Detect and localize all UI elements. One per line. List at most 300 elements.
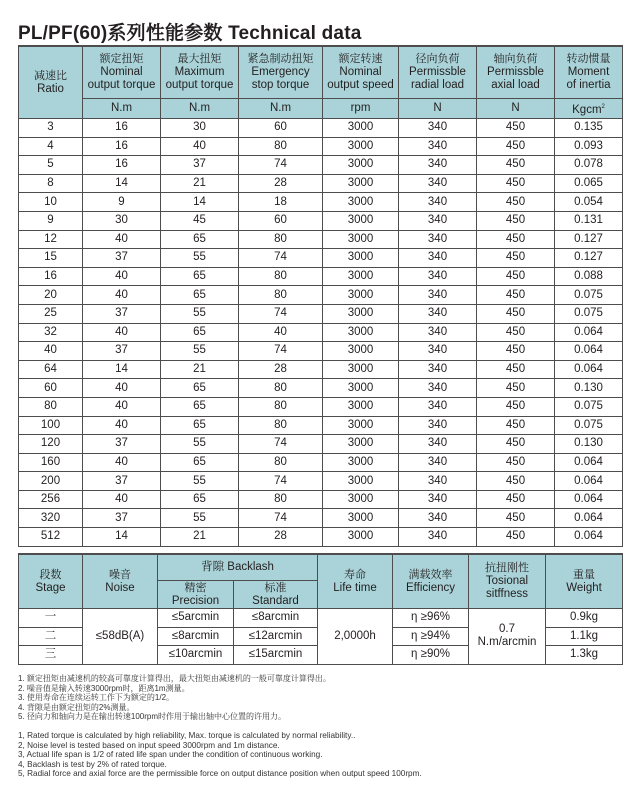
ratio-cell: 32 <box>19 323 83 342</box>
table-row <box>19 174 623 193</box>
header-en: Efficiency <box>406 581 456 594</box>
axial-load-cell: 450 <box>477 360 555 379</box>
emergency-torque-cell: 60 <box>239 119 323 138</box>
max-torque-cell: 40 <box>161 137 239 156</box>
ratio-cell: 16 <box>19 267 83 286</box>
inertia-cell: 0.064 <box>555 472 623 491</box>
table-row <box>19 509 623 528</box>
speed-cell: 3000 <box>323 453 399 472</box>
header-en: Maximum <box>174 66 225 78</box>
inertia-cell: 0.065 <box>555 174 623 193</box>
radial-load-cell: 340 <box>399 286 477 305</box>
header-efficiency <box>393 554 469 609</box>
axial-load-cell: 450 <box>477 230 555 249</box>
table-row <box>19 156 623 175</box>
inertia-cell: 0.078 <box>555 156 623 175</box>
speed-cell: 3000 <box>323 416 399 435</box>
note-line: 1, Rated torque is calculated by high reliability, Max. torque is calculated by normal reliability.. <box>18 731 356 740</box>
speed-cell: 3000 <box>323 323 399 342</box>
stiffness-value: 0.7 <box>499 623 516 636</box>
header-en: Life time <box>333 581 377 594</box>
header-stage <box>19 554 83 609</box>
nominal-torque-cell: 37 <box>83 509 161 528</box>
stage-cell: 一 <box>19 609 83 628</box>
nominal-torque-cell: 40 <box>83 453 161 472</box>
speed-cell: 3000 <box>323 267 399 286</box>
radial-load-cell: 340 <box>399 119 477 138</box>
header-en: Weight <box>566 581 602 594</box>
ratio-cell: 200 <box>19 472 83 491</box>
nominal-torque-cell: 37 <box>83 342 161 361</box>
speed-cell: 3000 <box>323 528 399 547</box>
radial-load-cell: 340 <box>399 490 477 509</box>
ratio-cell: 120 <box>19 435 83 454</box>
axial-load-cell: 450 <box>477 453 555 472</box>
nominal-torque-cell: 16 <box>83 137 161 156</box>
max-torque-cell: 65 <box>161 323 239 342</box>
table-row <box>19 397 623 416</box>
header-row <box>19 46 623 99</box>
header-cn: 额定扭矩 <box>99 53 144 65</box>
speed-cell: 3000 <box>323 472 399 491</box>
unit-text: Kgcm <box>572 103 602 116</box>
max-torque-cell: 55 <box>161 472 239 491</box>
ratio-cell: 100 <box>19 416 83 435</box>
radial-load-cell: 340 <box>399 137 477 156</box>
technical-data-table <box>18 45 623 547</box>
emergency-torque-cell: 74 <box>239 249 323 268</box>
emergency-torque-cell: 28 <box>239 528 323 547</box>
ratio-cell: 60 <box>19 379 83 398</box>
ratio-cell: 40 <box>19 342 83 361</box>
speed-cell: 3000 <box>323 435 399 454</box>
header-en: Noise <box>105 581 135 594</box>
standard-cell: ≤12arcmin <box>234 627 318 646</box>
inertia-cell: 0.088 <box>555 267 623 286</box>
header-backlash: 背隙 Backlash <box>158 554 318 581</box>
axial-load-cell: 450 <box>477 249 555 268</box>
standard-cell: ≤15arcmin <box>234 646 318 665</box>
radial-load-cell: 340 <box>399 472 477 491</box>
table-row <box>19 342 623 361</box>
ratio-cell: 25 <box>19 304 83 323</box>
unit-cell: N <box>477 99 555 119</box>
radial-load-cell: 340 <box>399 416 477 435</box>
nominal-torque-cell: 40 <box>83 379 161 398</box>
max-torque-cell: 55 <box>161 509 239 528</box>
speed-cell: 3000 <box>323 174 399 193</box>
emergency-torque-cell: 80 <box>239 379 323 398</box>
emergency-torque-cell: 40 <box>239 323 323 342</box>
radial-load-cell: 340 <box>399 249 477 268</box>
header-en: Emergency <box>251 66 310 78</box>
header-cn: 径向负荷 <box>415 53 460 65</box>
emergency-torque-cell: 74 <box>239 435 323 454</box>
nominal-torque-cell: 40 <box>83 397 161 416</box>
header-precision <box>158 581 234 609</box>
nominal-torque-cell: 30 <box>83 211 161 230</box>
max-torque-cell: 65 <box>161 230 239 249</box>
emergency-torque-cell: 80 <box>239 397 323 416</box>
stage-cell: 二 <box>19 627 83 646</box>
speed-cell: 3000 <box>323 193 399 212</box>
header-en: Permissble <box>487 66 544 78</box>
nominal-torque-cell: 37 <box>83 472 161 491</box>
axial-load-cell: 450 <box>477 304 555 323</box>
header-cn: 满载效率 <box>408 568 453 581</box>
header-radial-load <box>399 46 477 99</box>
table-row <box>19 453 623 472</box>
header-cn: 段数 <box>39 568 62 581</box>
nominal-torque-cell: 37 <box>83 249 161 268</box>
max-torque-cell: 65 <box>161 397 239 416</box>
radial-load-cell: 340 <box>399 397 477 416</box>
speed-cell: 3000 <box>323 360 399 379</box>
inertia-cell: 0.093 <box>555 137 623 156</box>
max-torque-cell: 30 <box>161 119 239 138</box>
axial-load-cell: 450 <box>477 323 555 342</box>
units-row <box>19 99 623 119</box>
axial-load-cell: 450 <box>477 137 555 156</box>
header-cn: 寿命 <box>344 568 367 581</box>
inertia-cell: 0.054 <box>555 193 623 212</box>
inertia-cell: 0.075 <box>555 397 623 416</box>
max-torque-cell: 21 <box>161 174 239 193</box>
page-title: PL/PF(60)系列性能参数 Technical data <box>18 23 362 44</box>
nominal-torque-cell: 40 <box>83 286 161 305</box>
emergency-torque-cell: 80 <box>239 267 323 286</box>
axial-load-cell: 450 <box>477 156 555 175</box>
inertia-cell: 0.064 <box>555 453 623 472</box>
emergency-torque-cell: 18 <box>239 193 323 212</box>
ratio-cell: 5 <box>19 156 83 175</box>
radial-load-cell: 340 <box>399 528 477 547</box>
ratio-cell: 256 <box>19 490 83 509</box>
table-row <box>19 472 623 491</box>
inertia-cell: 0.131 <box>555 211 623 230</box>
axial-load-cell: 450 <box>477 379 555 398</box>
emergency-torque-cell: 74 <box>239 156 323 175</box>
efficiency-cell: η ≥96% <box>393 609 469 628</box>
note-line: 3. 使用寿命在连续运转工作下为额定的1/2。 <box>18 693 175 703</box>
max-torque-cell: 65 <box>161 267 239 286</box>
standard-cell: ≤8arcmin <box>234 609 318 628</box>
emergency-torque-cell: 80 <box>239 490 323 509</box>
efficiency-cell: η ≥90% <box>393 646 469 665</box>
inertia-cell: 0.064 <box>555 509 623 528</box>
header-nominal-speed <box>323 46 399 99</box>
radial-load-cell: 340 <box>399 509 477 528</box>
emergency-torque-cell: 80 <box>239 416 323 435</box>
max-torque-cell: 21 <box>161 360 239 379</box>
emergency-torque-cell: 28 <box>239 360 323 379</box>
table-row <box>19 230 623 249</box>
header-en: axial load <box>491 79 540 91</box>
header-en: Nominal <box>100 66 143 78</box>
axial-load-cell: 450 <box>477 416 555 435</box>
nominal-torque-cell: 16 <box>83 156 161 175</box>
nominal-torque-cell: 40 <box>83 267 161 286</box>
max-torque-cell: 55 <box>161 435 239 454</box>
axial-load-cell: 450 <box>477 435 555 454</box>
note-line: 3, Actual life span is 1/2 of rated life span under the condition of continuous working. <box>18 750 323 760</box>
header-cn: 噪音 <box>109 568 131 581</box>
ratio-cell: 64 <box>19 360 83 379</box>
unit-cell: N.m <box>239 99 323 119</box>
header-emergency-torque <box>239 46 323 99</box>
precision-cell: ≤10arcmin <box>158 646 234 665</box>
ratio-cell: 3 <box>19 119 83 138</box>
header-en: Ratio <box>37 82 64 95</box>
table-row <box>19 435 623 454</box>
radial-load-cell: 340 <box>399 267 477 286</box>
header-nominal-torque <box>83 46 161 99</box>
unit-cell: N.m <box>83 99 161 119</box>
inertia-cell: 0.075 <box>555 416 623 435</box>
speed-cell: 3000 <box>323 249 399 268</box>
axial-load-cell: 450 <box>477 174 555 193</box>
radial-load-cell: 340 <box>399 211 477 230</box>
ratio-cell: 80 <box>19 397 83 416</box>
efficiency-cell: η ≥94% <box>393 627 469 646</box>
notes-english <box>18 731 422 779</box>
note-line: 4. 背隙是由额定扭矩的2%测量。 <box>18 702 135 712</box>
radial-load-cell: 340 <box>399 174 477 193</box>
header-cn: 最大扭矩 <box>177 53 222 65</box>
ratio-cell: 15 <box>19 249 83 268</box>
header-en: Nominal <box>339 66 382 78</box>
ratio-cell: 512 <box>19 528 83 547</box>
nominal-torque-cell: 37 <box>83 304 161 323</box>
header-cn: 轴向负荷 <box>493 53 538 65</box>
radial-load-cell: 340 <box>399 156 477 175</box>
header-en: of inertia <box>566 79 611 91</box>
performance-table <box>18 553 623 665</box>
table-row <box>19 137 623 156</box>
radial-load-cell: 340 <box>399 304 477 323</box>
inertia-cell: 0.075 <box>555 286 623 305</box>
max-torque-cell: 65 <box>161 453 239 472</box>
speed-cell: 3000 <box>323 119 399 138</box>
radial-load-cell: 340 <box>399 193 477 212</box>
radial-load-cell: 340 <box>399 435 477 454</box>
header-torsional-stiffness <box>469 554 546 609</box>
header-life-time <box>318 554 393 609</box>
inertia-cell: 0.075 <box>555 304 623 323</box>
nominal-torque-cell: 40 <box>83 416 161 435</box>
unit-superscript: 2 <box>601 103 605 110</box>
emergency-torque-cell: 74 <box>239 304 323 323</box>
emergency-torque-cell: 80 <box>239 453 323 472</box>
precision-cell: ≤5arcmin <box>158 609 234 628</box>
stiffness-cell <box>469 609 546 665</box>
axial-load-cell: 450 <box>477 472 555 491</box>
note-line: 4, Backlash is test by 2% of rated torque. <box>18 759 167 769</box>
header-noise <box>83 554 158 609</box>
max-torque-cell: 14 <box>161 193 239 212</box>
stage-cell: 三 <box>19 646 83 665</box>
speed-cell: 3000 <box>323 397 399 416</box>
axial-load-cell: 450 <box>477 267 555 286</box>
radial-load-cell: 340 <box>399 379 477 398</box>
ratio-cell: 12 <box>19 230 83 249</box>
max-torque-cell: 55 <box>161 249 239 268</box>
max-torque-cell: 37 <box>161 156 239 175</box>
nominal-torque-cell: 14 <box>83 528 161 547</box>
table-row <box>19 490 623 509</box>
unit-cell <box>555 99 623 119</box>
radial-load-cell: 340 <box>399 323 477 342</box>
header-en: output torque <box>165 79 234 91</box>
emergency-torque-cell: 74 <box>239 509 323 528</box>
table-row <box>19 211 623 230</box>
header-en: sitffness <box>486 588 528 600</box>
table-row <box>19 609 623 628</box>
nominal-torque-cell: 16 <box>83 119 161 138</box>
header-cn: 重量 <box>573 568 596 581</box>
performance-table-body <box>19 609 623 665</box>
ratio-cell: 20 <box>19 286 83 305</box>
inertia-cell: 0.064 <box>555 490 623 509</box>
axial-load-cell: 450 <box>477 528 555 547</box>
ratio-cell: 320 <box>19 509 83 528</box>
header-en: Tosional <box>485 575 529 587</box>
unit-cell: N.m <box>161 99 239 119</box>
inertia-cell: 0.064 <box>555 360 623 379</box>
note-line: 1. 额定扭矩由减速机的较高可靠度计算得出，最大扭矩由减速机的一般可靠度计算得出。 <box>18 674 331 683</box>
note-line: 2. 噪音值是输入转速3000rpm时，距离1m测量。 <box>18 683 190 693</box>
radial-load-cell: 340 <box>399 360 477 379</box>
inertia-cell: 0.130 <box>555 379 623 398</box>
axial-load-cell: 450 <box>477 509 555 528</box>
emergency-torque-cell: 80 <box>239 286 323 305</box>
ratio-cell: 10 <box>19 193 83 212</box>
note-line: 5, Radial force and axial force are the permissible force on output distance position when output speed 100rpm. <box>18 769 422 779</box>
speed-cell: 3000 <box>323 137 399 156</box>
precision-cell: ≤8arcmin <box>158 627 234 646</box>
nominal-torque-cell: 14 <box>83 174 161 193</box>
note-line: 5. 径向力和轴向力是在输出转速100rpm时作用于输出轴中心位置的许用力。 <box>18 712 287 722</box>
header-cn: 额定转速 <box>338 53 383 65</box>
unit-cell: N <box>399 99 477 119</box>
header-cn: 标准 <box>264 581 287 594</box>
speed-cell: 3000 <box>323 156 399 175</box>
inertia-cell: 0.064 <box>555 342 623 361</box>
inertia-cell: 0.064 <box>555 323 623 342</box>
header-en: Moment <box>567 66 610 78</box>
notes-chinese <box>18 674 331 722</box>
noise-cell: ≤58dB(A) <box>83 609 158 665</box>
max-torque-cell: 65 <box>161 379 239 398</box>
table-row <box>19 119 623 138</box>
inertia-cell: 0.127 <box>555 249 623 268</box>
emergency-torque-cell: 28 <box>239 174 323 193</box>
max-torque-cell: 65 <box>161 286 239 305</box>
header-en: output torque <box>87 79 156 91</box>
axial-load-cell: 450 <box>477 342 555 361</box>
table-row <box>19 249 623 268</box>
speed-cell: 3000 <box>323 211 399 230</box>
header-cn: 减速比 <box>34 69 67 82</box>
speed-cell: 3000 <box>323 379 399 398</box>
table-row <box>19 193 623 212</box>
table-row <box>19 416 623 435</box>
emergency-torque-cell: 74 <box>239 472 323 491</box>
ratio-cell: 8 <box>19 174 83 193</box>
header-en: output speed <box>327 79 394 91</box>
header-weight <box>546 554 623 609</box>
header-standard <box>234 581 318 609</box>
nominal-torque-cell: 37 <box>83 435 161 454</box>
speed-cell: 3000 <box>323 304 399 323</box>
ratio-cell: 4 <box>19 137 83 156</box>
emergency-torque-cell: 80 <box>239 230 323 249</box>
max-torque-cell: 45 <box>161 211 239 230</box>
nominal-torque-cell: 40 <box>83 323 161 342</box>
weight-cell: 1.3kg <box>546 646 623 665</box>
inertia-cell: 0.130 <box>555 435 623 454</box>
header-en: Stage <box>35 581 66 594</box>
header-row <box>19 554 623 581</box>
header-en: Permissble <box>409 66 466 78</box>
header-cn: 紧急制动扭矩 <box>247 53 314 65</box>
nominal-torque-cell: 9 <box>83 193 161 212</box>
table-row <box>19 267 623 286</box>
speed-cell: 3000 <box>323 342 399 361</box>
radial-load-cell: 340 <box>399 453 477 472</box>
ratio-cell: 9 <box>19 211 83 230</box>
header-cn: 精密 <box>184 581 207 594</box>
emergency-torque-cell: 60 <box>239 211 323 230</box>
header-cn: 抗扭刚性 <box>485 562 530 574</box>
table-row <box>19 286 623 305</box>
ratio-cell: 160 <box>19 453 83 472</box>
max-torque-cell: 55 <box>161 342 239 361</box>
emergency-torque-cell: 74 <box>239 342 323 361</box>
speed-cell: 3000 <box>323 509 399 528</box>
table-row <box>19 360 623 379</box>
weight-cell: 1.1kg <box>546 627 623 646</box>
header-en: stop torque <box>251 79 310 91</box>
header-en: radial load <box>410 79 465 91</box>
stiffness-unit: N.m/arcmin <box>477 636 537 649</box>
header-en: Precision <box>171 594 220 607</box>
header-axial-load <box>477 46 555 99</box>
weight-cell: 0.9kg <box>546 609 623 628</box>
header-cn: 转动惯量 <box>566 53 611 65</box>
inertia-cell: 0.127 <box>555 230 623 249</box>
axial-load-cell: 450 <box>477 490 555 509</box>
axial-load-cell: 450 <box>477 211 555 230</box>
header-max-torque <box>161 46 239 99</box>
speed-cell: 3000 <box>323 230 399 249</box>
header-en: Standard <box>252 594 299 607</box>
nominal-torque-cell: 40 <box>83 490 161 509</box>
max-torque-cell: 65 <box>161 416 239 435</box>
axial-load-cell: 450 <box>477 193 555 212</box>
table-row <box>19 528 623 547</box>
radial-load-cell: 340 <box>399 342 477 361</box>
header-moment-of-inertia <box>555 46 623 99</box>
header-ratio <box>19 46 83 119</box>
table-row <box>19 323 623 342</box>
emergency-torque-cell: 80 <box>239 137 323 156</box>
max-torque-cell: 55 <box>161 304 239 323</box>
radial-load-cell: 340 <box>399 230 477 249</box>
table-row <box>19 379 623 398</box>
table-row <box>19 304 623 323</box>
life-time-cell: 2,0000h <box>318 609 393 665</box>
